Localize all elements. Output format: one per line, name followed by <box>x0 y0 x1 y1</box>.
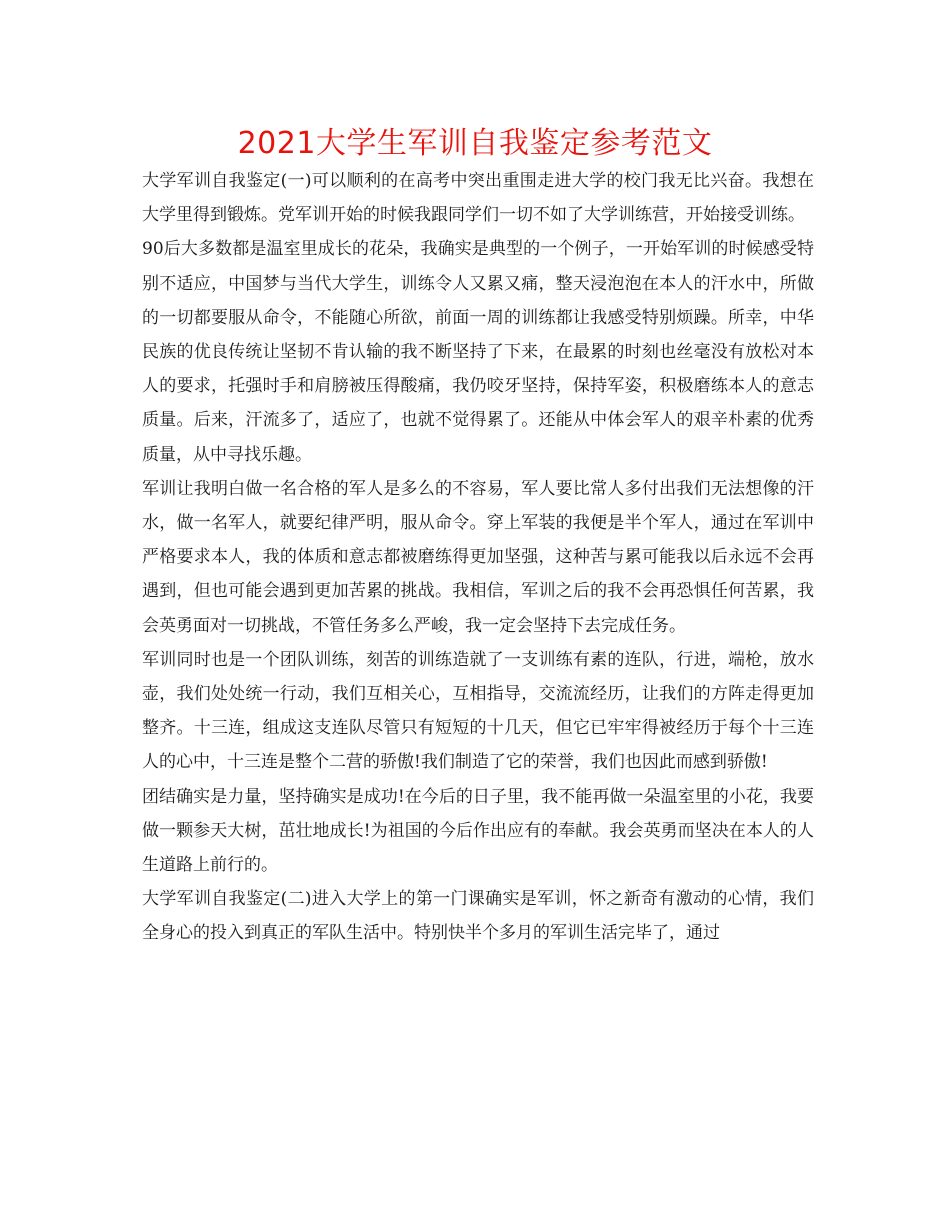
paragraph-4: 军训同时也是一个团队训练，刻苦的训练造就了一支训练有素的连队，行进，端枪，放水壶，我们处处统一行动，我们互相关心，互相指导，交流流经历，让我们的方阵走得更加整齐。十三连，组成这支连队尽管只有短短的十几天，但它已牢牢得被经历于每个十三连人的心中，十三连是整个二营的骄傲!我们制造了它的荣誉，我们也因此而感到骄傲! <box>142 649 814 773</box>
paragraph-6: 大学军训自我鉴定(二)进入大学上的第一门课确实是军训，怀之新奇有激动的心情，我们全身心的投入到真正的军队生活中。特别快半个多月的军训生活完毕了，通过 <box>142 889 814 944</box>
document-body <box>142 164 814 951</box>
document-title: 2021大学生军训自我鉴定参考范文 <box>237 126 713 161</box>
paragraph-2: 90后大多数都是温室里成长的花朵，我确实是典型的一个例子，一开始军训的时候感受特别不适应，中国梦与当代大学生，训练令人又累又痛，整天浸泡泡在本人的汗水中，所做的一切都要服从命令，不能随心所欲，前面一周的训练都让我感受特别烦躁。所幸，中华民族的优良传统让坚韧不肯认输的我不断坚持了下来，在最累的时刻也丝毫没有放松对本人的要求，托强时手和肩膀被压得酸痛，我仍咬牙坚持，保持军姿，积极磨练本人的意志质量。后来，汗流多了，适应了，也就不觉得累了。还能从中体会军人的艰辛朴素的优秀质量，从中寻找乐趣。 <box>142 239 814 465</box>
paragraph-1: 大学军训自我鉴定(一)可以顺利的在高考中突出重围走进大学的校门我无比兴奋。我想在大学里得到锻炼。党军训开始的时候我跟同学们一切不如了大学训练营，开始接受训练。 <box>142 171 814 226</box>
paragraph-3: 军训让我明白做一名合格的军人是多么的不容易，军人要比常人多付出我们无法想像的汗水，做一名军人，就要纪律严明，服从命令。穿上军装的我便是半个军人，通过在军训中严格要求本人，我的体质和意志都被磨练得更加坚强，这种苦与累可能我以后永远不会再遇到，但也可能会遇到更加苦累的挑战。我相信，军训之后的我不会再恐惧任何苦累，我会英勇面对一切挑战，不管任务多么严峻，我一定会坚持下去完成任务。 <box>142 478 814 636</box>
paragraph-5: 团结确实是力量，坚持确实是成功!在今后的日子里，我不能再做一朵温室里的小花，我要做一颗参天大树，茁壮地成长!为祖国的今后作出应有的奉献。我会英勇而坚决在本人的人生道路上前行的。 <box>142 786 814 876</box>
